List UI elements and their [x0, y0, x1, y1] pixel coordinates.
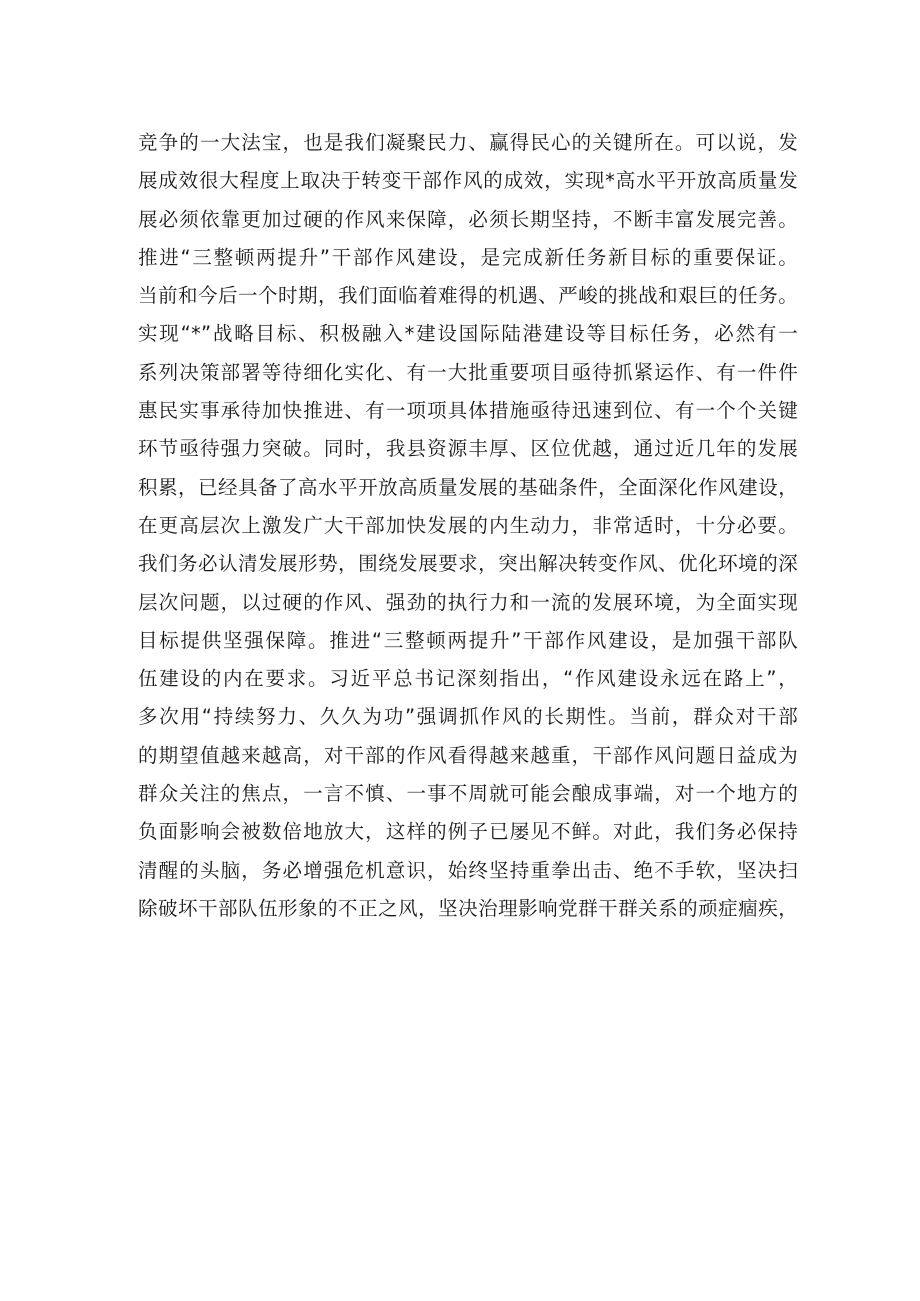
text-line: 推进“三整顿两提升”干部作风建设，是完成新任务新目标的重要保证。	[138, 245, 798, 269]
text-line: 展必须依靠更加过硬的作风来保障，必须长期坚持，不断丰富发展完善。	[138, 207, 798, 231]
text-line: 除破坏干部队伍形象的不正之风，坚决治理影响党群干群关系的顽症痼疾，	[138, 896, 798, 920]
text-line: 层次问题，以过硬的作风、强劲的执行力和一流的发展环境，为全面实现	[138, 590, 798, 614]
text-line: 系列决策部署等待细化实化、有一大批重要项目亟待抓紧运作、有一件件	[138, 360, 798, 384]
text-line: 环节亟待强力突破。同时，我县资源丰厚、区位优越，通过近几年的发展	[138, 437, 798, 461]
text-line: 实现“*”战略目标、积极融入*建设国际陆港建设等目标任务，必然有一	[138, 322, 798, 346]
text-line: 惠民实事承待加快推进、有一项项具体措施亟待迅速到位、有一个个关键	[138, 399, 798, 423]
text-line: 伍建设的内在要求。习近平总书记深刻指出，“作风建设永远在路上”，	[138, 667, 798, 691]
text-line: 的期望值越来越高，对干部的作风看得越来越重，干部作风问题日益成为	[138, 743, 798, 767]
text-line: 我们务必认清发展形势，围绕发展要求，突出解决转变作风、优化环境的深	[138, 552, 798, 576]
text-line: 负面影响会被数倍地放大，这样的例子已屡见不鲜。对此，我们务必保持	[138, 820, 798, 844]
text-line: 积累，已经具备了高水平开放高质量发展的基础条件，全面深化作风建设，	[138, 475, 798, 499]
text-line: 竞争的一大法宝，也是我们凝聚民力、赢得民心的关键所在。可以说，发	[138, 131, 798, 154]
text-line: 当前和今后一个时期，我们面临着难得的机遇、严峻的挑战和艰巨的任务。	[138, 284, 798, 308]
text-line: 展成效很大程度上取决于转变干部作风的成效，实现*高水平开放高质量发	[138, 169, 798, 193]
text-line: 在更高层次上激发广大干部加快发展的内生动力，非常适时，十分必要。	[138, 513, 798, 537]
text-line: 目标提供坚强保障。推进“三整顿两提升”干部作风建设，是加强干部队	[138, 628, 798, 652]
text-line: 清醒的头脑，务必增强危机意识，始终坚持重拳出击、绝不手软，坚决扫	[138, 858, 798, 882]
text-line: 群众关注的焦点，一言不慎、一事不周就可能会酿成事端，对一个地方的	[138, 782, 798, 806]
body-text	[138, 124, 798, 928]
text-line: 多次用“持续努力、久久为功”强调抓作风的长期性。当前，群众对干部	[138, 705, 798, 729]
